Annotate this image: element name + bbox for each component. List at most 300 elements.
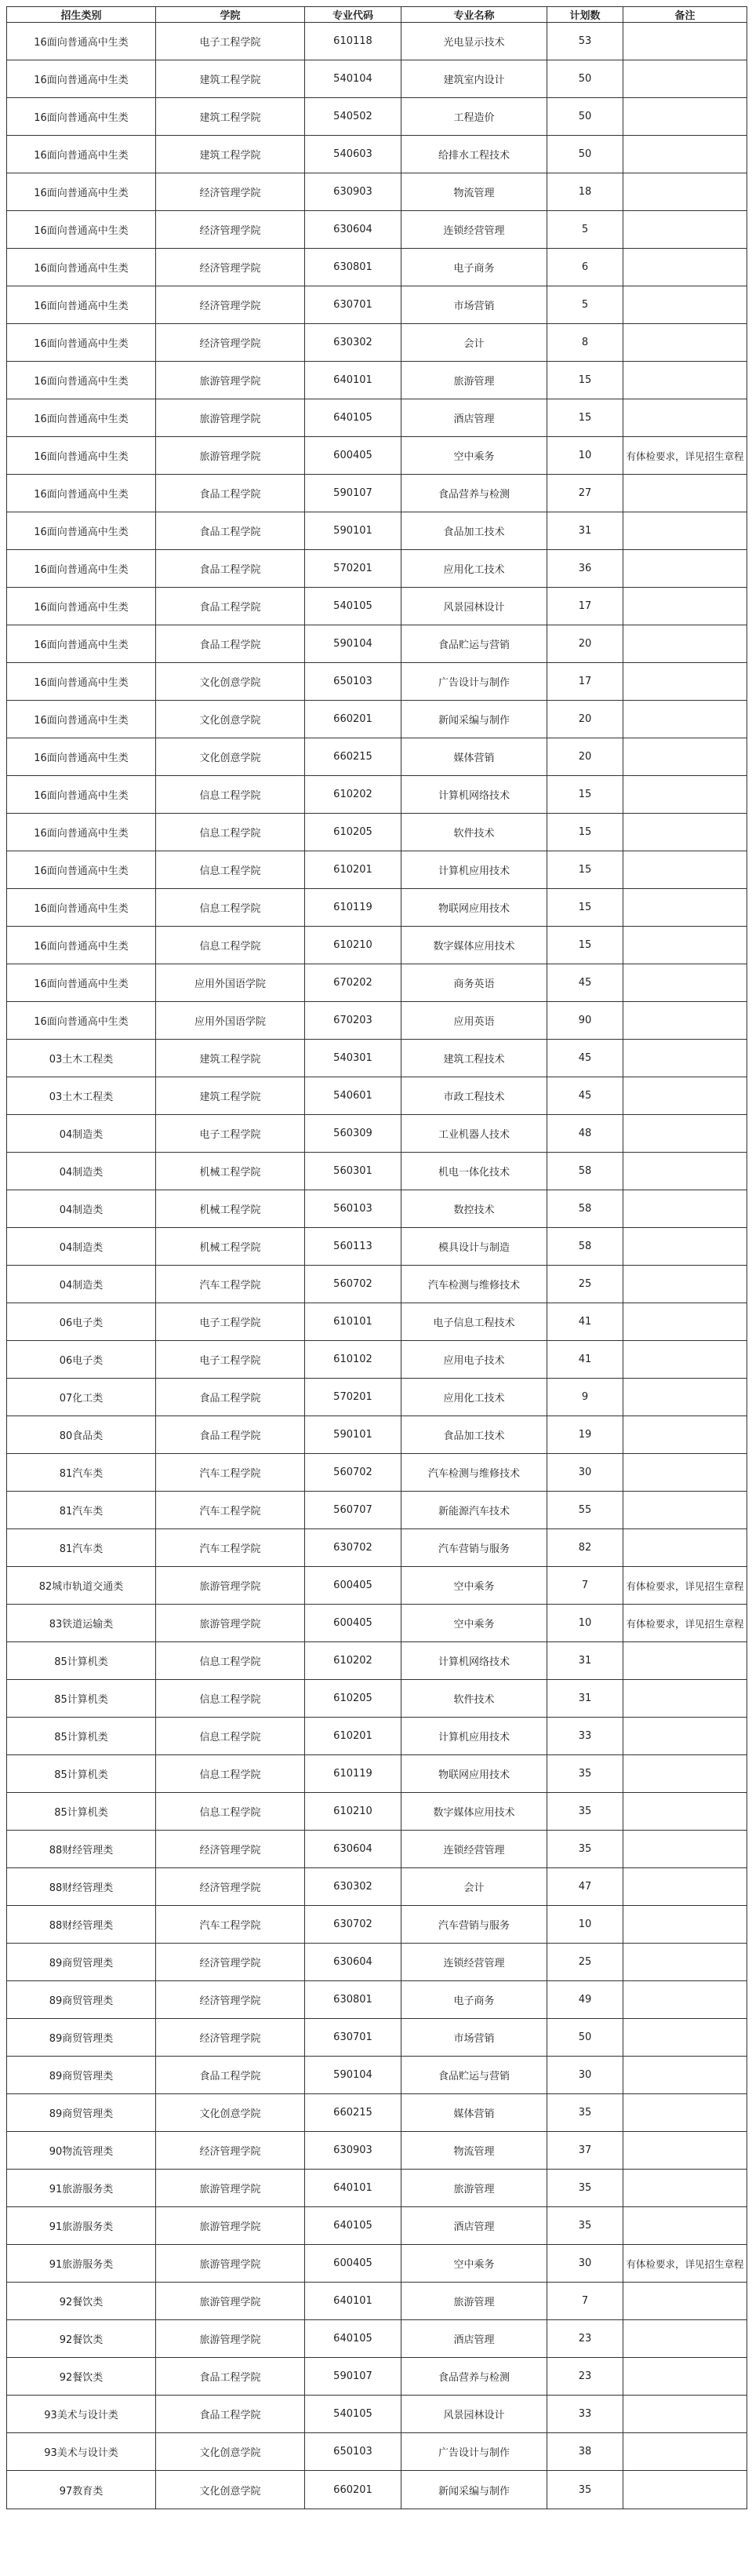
cell-category: 16面向普通高中生类 (7, 475, 156, 512)
table-row (7, 1529, 747, 1567)
cell-major-code: 610205 (305, 814, 401, 851)
cell-major-name: 媒体营销 (401, 738, 547, 776)
cell-remark (623, 2471, 747, 2509)
cell-category: 16面向普通高中生类 (7, 249, 156, 286)
table-row (7, 1077, 747, 1115)
cell-plan-count: 17 (547, 588, 623, 625)
cell-plan-count: 7 (547, 2283, 623, 2320)
table-row (7, 2396, 747, 2433)
cell-college: 旅游管理学院 (156, 2245, 305, 2283)
cell-major-name: 食品贮运与营销 (401, 2057, 547, 2094)
table-row (7, 738, 747, 776)
cell-college: 建筑工程学院 (156, 136, 305, 173)
cell-college: 信息工程学院 (156, 1718, 305, 1755)
cell-category: 16面向普通高中生类 (7, 588, 156, 625)
cell-college: 文化创意学院 (156, 663, 305, 701)
cell-major-name: 新闻采编与制作 (401, 701, 547, 738)
cell-college: 建筑工程学院 (156, 60, 305, 98)
cell-plan-count: 58 (547, 1153, 623, 1190)
cell-major-name: 软件技术 (401, 1680, 547, 1718)
cell-college: 文化创意学院 (156, 738, 305, 776)
cell-remark (623, 964, 747, 1002)
table-row (7, 1642, 747, 1680)
cell-college: 食品工程学院 (156, 550, 305, 588)
cell-major-name: 电子信息工程技术 (401, 1303, 547, 1341)
table-row (7, 550, 747, 588)
cell-plan-count: 31 (547, 1642, 623, 1680)
cell-remark (623, 701, 747, 738)
cell-plan-count: 30 (547, 2245, 623, 2283)
cell-college: 机械工程学院 (156, 1153, 305, 1190)
cell-major-code: 560702 (305, 1454, 401, 1492)
cell-category: 04制造类 (7, 1115, 156, 1153)
cell-category: 89商贸管理类 (7, 1944, 156, 1981)
table-row (7, 437, 747, 475)
cell-college: 经济管理学院 (156, 1831, 305, 1868)
cell-category: 16面向普通高中生类 (7, 927, 156, 964)
cell-remark (623, 889, 747, 927)
cell-major-name: 广告设计与制作 (401, 663, 547, 701)
cell-plan-count: 15 (547, 399, 623, 437)
cell-remark (623, 98, 747, 136)
cell-major-code: 610119 (305, 1755, 401, 1793)
table-row (7, 1040, 747, 1077)
cell-major-name: 计算机应用技术 (401, 851, 547, 889)
cell-category: 04制造类 (7, 1190, 156, 1228)
cell-category: 85计算机类 (7, 1718, 156, 1755)
cell-category: 16面向普通高中生类 (7, 851, 156, 889)
cell-major-name: 空中乘务 (401, 1567, 547, 1605)
cell-remark (623, 625, 747, 663)
cell-major-name: 连锁经营管理 (401, 1831, 547, 1868)
cell-category: 82城市轨道交通类 (7, 1567, 156, 1605)
cell-plan-count: 37 (547, 2132, 623, 2170)
cell-category: 92餐饮类 (7, 2358, 156, 2396)
cell-college: 食品工程学院 (156, 2057, 305, 2094)
cell-remark (623, 2207, 747, 2245)
cell-remark (623, 2019, 747, 2057)
cell-college: 汽车工程学院 (156, 1492, 305, 1529)
cell-remark (623, 588, 747, 625)
cell-college: 信息工程学院 (156, 1642, 305, 1680)
cell-category: 06电子类 (7, 1341, 156, 1379)
cell-major-code: 560309 (305, 1115, 401, 1153)
cell-major-code: 540105 (305, 588, 401, 625)
cell-category: 89商贸管理类 (7, 2019, 156, 2057)
cell-plan-count: 7 (547, 1567, 623, 1605)
cell-remark (623, 1492, 747, 1529)
cell-category: 03土木工程类 (7, 1077, 156, 1115)
cell-major-code: 610202 (305, 1642, 401, 1680)
cell-major-name: 机电一体化技术 (401, 1153, 547, 1190)
table-row (7, 2170, 747, 2207)
table-row (7, 1718, 747, 1755)
cell-plan-count: 90 (547, 1002, 623, 1040)
cell-college: 食品工程学院 (156, 625, 305, 663)
cell-major-name: 市政工程技术 (401, 1077, 547, 1115)
cell-major-name: 应用英语 (401, 1002, 547, 1040)
cell-major-code: 590101 (305, 1416, 401, 1454)
cell-plan-count: 18 (547, 173, 623, 211)
cell-major-code: 630701 (305, 2019, 401, 2057)
cell-college: 机械工程学院 (156, 1190, 305, 1228)
cell-plan-count: 15 (547, 362, 623, 399)
cell-major-name: 物流管理 (401, 173, 547, 211)
cell-major-code: 630702 (305, 1906, 401, 1944)
cell-college: 旅游管理学院 (156, 2207, 305, 2245)
cell-major-code: 640105 (305, 399, 401, 437)
cell-category: 85计算机类 (7, 1642, 156, 1680)
cell-major-name: 汽车检测与维修技术 (401, 1454, 547, 1492)
cell-major-code: 610202 (305, 776, 401, 814)
table-row (7, 1454, 747, 1492)
cell-major-name: 电子商务 (401, 1981, 547, 2019)
cell-major-code: 590107 (305, 2358, 401, 2396)
header-major-code: 专业代码 (305, 7, 401, 23)
cell-major-name: 建筑工程技术 (401, 1040, 547, 1077)
cell-major-code: 640101 (305, 362, 401, 399)
cell-plan-count: 20 (547, 625, 623, 663)
cell-category: 03土木工程类 (7, 1040, 156, 1077)
table-row (7, 23, 747, 60)
cell-category: 16面向普通高中生类 (7, 964, 156, 1002)
table-row (7, 324, 747, 362)
cell-plan-count: 58 (547, 1228, 623, 1266)
cell-major-code: 640105 (305, 2207, 401, 2245)
cell-category: 83铁道运输类 (7, 1605, 156, 1642)
cell-category: 06电子类 (7, 1303, 156, 1341)
cell-college: 经济管理学院 (156, 211, 305, 249)
cell-category: 04制造类 (7, 1266, 156, 1303)
cell-remark: 有体检要求，详见招生章程 (623, 2245, 747, 2283)
table-row (7, 362, 747, 399)
cell-major-code: 640105 (305, 2320, 401, 2358)
table-row (7, 2471, 747, 2509)
cell-category: 16面向普通高中生类 (7, 173, 156, 211)
table-row (7, 1944, 747, 1981)
table-row (7, 1190, 747, 1228)
cell-category: 16面向普通高中生类 (7, 98, 156, 136)
cell-major-name: 给排水工程技术 (401, 136, 547, 173)
table-row (7, 927, 747, 964)
cell-category: 16面向普通高中生类 (7, 776, 156, 814)
cell-college: 建筑工程学院 (156, 1040, 305, 1077)
cell-college: 建筑工程学院 (156, 98, 305, 136)
cell-college: 汽车工程学院 (156, 1906, 305, 1944)
cell-college: 电子工程学院 (156, 1303, 305, 1341)
table-row (7, 1303, 747, 1341)
cell-category: 88财经管理类 (7, 1906, 156, 1944)
cell-major-name: 旅游管理 (401, 2170, 547, 2207)
cell-major-name: 数控技术 (401, 1190, 547, 1228)
cell-college: 食品工程学院 (156, 1416, 305, 1454)
cell-category: 91旅游服务类 (7, 2245, 156, 2283)
cell-remark (623, 2283, 747, 2320)
cell-major-name: 建筑室内设计 (401, 60, 547, 98)
cell-plan-count: 6 (547, 249, 623, 286)
cell-major-code: 560301 (305, 1153, 401, 1190)
cell-remark (623, 512, 747, 550)
cell-college: 食品工程学院 (156, 1379, 305, 1416)
cell-remark (623, 136, 747, 173)
table-row (7, 2057, 747, 2094)
cell-remark (623, 1228, 747, 1266)
cell-remark (623, 1831, 747, 1868)
cell-plan-count: 35 (547, 1793, 623, 1831)
cell-college: 信息工程学院 (156, 776, 305, 814)
cell-major-name: 汽车营销与服务 (401, 1906, 547, 1944)
cell-category: 16面向普通高中生类 (7, 23, 156, 60)
cell-remark (623, 1115, 747, 1153)
header-plan-count: 计划数 (547, 7, 623, 23)
cell-remark (623, 1981, 747, 2019)
table-row (7, 2320, 747, 2358)
cell-remark: 有体检要求，详见招生章程 (623, 437, 747, 475)
cell-college: 食品工程学院 (156, 588, 305, 625)
cell-major-code: 630903 (305, 173, 401, 211)
cell-plan-count: 31 (547, 512, 623, 550)
cell-remark (623, 324, 747, 362)
cell-college: 信息工程学院 (156, 814, 305, 851)
cell-college: 经济管理学院 (156, 1981, 305, 2019)
cell-plan-count: 82 (547, 1529, 623, 1567)
cell-plan-count: 23 (547, 2358, 623, 2396)
cell-remark (623, 1642, 747, 1680)
cell-plan-count: 15 (547, 814, 623, 851)
cell-major-name: 食品加工技术 (401, 1416, 547, 1454)
cell-major-name: 软件技术 (401, 814, 547, 851)
cell-remark (623, 1906, 747, 1944)
cell-college: 机械工程学院 (156, 1228, 305, 1266)
cell-plan-count: 5 (547, 211, 623, 249)
cell-category: 89商贸管理类 (7, 2094, 156, 2132)
cell-college: 旅游管理学院 (156, 2283, 305, 2320)
table-row (7, 964, 747, 1002)
header-major-name: 专业名称 (401, 7, 547, 23)
table-row (7, 1153, 747, 1190)
table-row (7, 2245, 747, 2283)
cell-category: 16面向普通高中生类 (7, 60, 156, 98)
cell-major-code: 540301 (305, 1040, 401, 1077)
cell-plan-count: 45 (547, 1077, 623, 1115)
cell-remark (623, 1153, 747, 1190)
cell-plan-count: 33 (547, 1718, 623, 1755)
table-row (7, 1981, 747, 2019)
cell-remark (623, 173, 747, 211)
table-row (7, 1416, 747, 1454)
header-row (7, 7, 747, 23)
cell-category: 85计算机类 (7, 1755, 156, 1793)
cell-major-name: 物联网应用技术 (401, 889, 547, 927)
cell-major-code: 630604 (305, 1944, 401, 1981)
cell-major-code: 650103 (305, 663, 401, 701)
cell-major-name: 市场营销 (401, 2019, 547, 2057)
table-row (7, 701, 747, 738)
cell-major-name: 工程造价 (401, 98, 547, 136)
cell-college: 文化创意学院 (156, 701, 305, 738)
cell-category: 16面向普通高中生类 (7, 550, 156, 588)
cell-plan-count: 10 (547, 1906, 623, 1944)
cell-major-name: 酒店管理 (401, 2207, 547, 2245)
cell-plan-count: 35 (547, 2094, 623, 2132)
cell-category: 16面向普通高中生类 (7, 889, 156, 927)
cell-category: 16面向普通高中生类 (7, 362, 156, 399)
cell-remark (623, 1718, 747, 1755)
cell-remark (623, 663, 747, 701)
cell-remark (623, 851, 747, 889)
cell-college: 信息工程学院 (156, 889, 305, 927)
table-row (7, 136, 747, 173)
cell-major-code: 610210 (305, 1793, 401, 1831)
table-row (7, 512, 747, 550)
table-row (7, 1115, 747, 1153)
cell-category: 91旅游服务类 (7, 2207, 156, 2245)
table-row (7, 1379, 747, 1416)
cell-plan-count: 35 (547, 1755, 623, 1793)
table-row (7, 1492, 747, 1529)
table-row (7, 2358, 747, 2396)
cell-major-name: 食品营养与检测 (401, 2358, 547, 2396)
cell-major-code: 670202 (305, 964, 401, 1002)
cell-major-name: 食品贮运与营销 (401, 625, 547, 663)
cell-plan-count: 41 (547, 1341, 623, 1379)
cell-remark (623, 927, 747, 964)
cell-remark (623, 1680, 747, 1718)
table-body (7, 23, 747, 2509)
cell-major-code: 590101 (305, 512, 401, 550)
table-row (7, 1228, 747, 1266)
cell-remark (623, 362, 747, 399)
cell-category: 85计算机类 (7, 1680, 156, 1718)
cell-category: 81汽车类 (7, 1529, 156, 1567)
cell-major-code: 540601 (305, 1077, 401, 1115)
cell-major-code: 600405 (305, 2245, 401, 2283)
cell-major-name: 应用化工技术 (401, 1379, 547, 1416)
cell-college: 经济管理学院 (156, 2132, 305, 2170)
cell-plan-count: 8 (547, 324, 623, 362)
cell-major-name: 数字媒体应用技术 (401, 927, 547, 964)
cell-remark (623, 1266, 747, 1303)
cell-plan-count: 23 (547, 2320, 623, 2358)
cell-plan-count: 5 (547, 286, 623, 324)
cell-plan-count: 31 (547, 1680, 623, 1718)
cell-major-code: 630604 (305, 1831, 401, 1868)
table-row (7, 2132, 747, 2170)
cell-college: 旅游管理学院 (156, 1605, 305, 1642)
cell-major-name: 物联网应用技术 (401, 1755, 547, 1793)
table-row (7, 588, 747, 625)
cell-category: 88财经管理类 (7, 1868, 156, 1906)
table-row (7, 1567, 747, 1605)
cell-plan-count: 30 (547, 1454, 623, 1492)
cell-major-code: 660215 (305, 2094, 401, 2132)
cell-major-name: 空中乘务 (401, 2245, 547, 2283)
cell-plan-count: 20 (547, 738, 623, 776)
cell-category: 07化工类 (7, 1379, 156, 1416)
cell-category: 81汽车类 (7, 1454, 156, 1492)
header-college: 学院 (156, 7, 305, 23)
cell-plan-count: 35 (547, 2207, 623, 2245)
cell-plan-count: 38 (547, 2433, 623, 2471)
cell-major-name: 空中乘务 (401, 1605, 547, 1642)
cell-major-code: 610201 (305, 1718, 401, 1755)
cell-plan-count: 9 (547, 1379, 623, 1416)
cell-major-code: 610210 (305, 927, 401, 964)
table-row (7, 663, 747, 701)
cell-category: 16面向普通高中生类 (7, 512, 156, 550)
table-row (7, 2433, 747, 2471)
cell-plan-count: 41 (547, 1303, 623, 1341)
cell-major-code: 630604 (305, 211, 401, 249)
cell-major-code: 570201 (305, 1379, 401, 1416)
cell-major-name: 物流管理 (401, 2132, 547, 2170)
cell-college: 旅游管理学院 (156, 2320, 305, 2358)
cell-major-name: 广告设计与制作 (401, 2433, 547, 2471)
cell-major-code: 610101 (305, 1303, 401, 1341)
cell-college: 电子工程学院 (156, 23, 305, 60)
cell-category: 16面向普通高中生类 (7, 136, 156, 173)
cell-college: 信息工程学院 (156, 851, 305, 889)
cell-plan-count: 10 (547, 1605, 623, 1642)
cell-major-code: 540105 (305, 2396, 401, 2433)
cell-major-code: 600405 (305, 1567, 401, 1605)
cell-remark (623, 1529, 747, 1567)
cell-category: 97教育类 (7, 2471, 156, 2509)
cell-remark (623, 249, 747, 286)
cell-remark (623, 2396, 747, 2433)
cell-category: 89商贸管理类 (7, 1981, 156, 2019)
cell-major-name: 食品营养与检测 (401, 475, 547, 512)
cell-remark (623, 550, 747, 588)
cell-major-code: 540603 (305, 136, 401, 173)
table-row (7, 249, 747, 286)
cell-major-name: 市场营销 (401, 286, 547, 324)
cell-remark (623, 1303, 747, 1341)
cell-category: 93美术与设计类 (7, 2396, 156, 2433)
cell-college: 汽车工程学院 (156, 1529, 305, 1567)
cell-college: 应用外国语学院 (156, 964, 305, 1002)
cell-remark (623, 2094, 747, 2132)
cell-major-code: 610118 (305, 23, 401, 60)
cell-plan-count: 15 (547, 776, 623, 814)
cell-plan-count: 25 (547, 1266, 623, 1303)
cell-remark (623, 2320, 747, 2358)
cell-major-name: 计算机网络技术 (401, 1642, 547, 1680)
table-row (7, 286, 747, 324)
header-remark: 备注 (623, 7, 747, 23)
cell-remark (623, 2170, 747, 2207)
cell-major-name: 风景园林设计 (401, 588, 547, 625)
cell-remark (623, 2358, 747, 2396)
cell-plan-count: 15 (547, 927, 623, 964)
table-row (7, 98, 747, 136)
cell-remark (623, 1040, 747, 1077)
cell-plan-count: 48 (547, 1115, 623, 1153)
cell-college: 食品工程学院 (156, 2358, 305, 2396)
cell-remark (623, 2433, 747, 2471)
cell-plan-count: 50 (547, 98, 623, 136)
cell-college: 旅游管理学院 (156, 2170, 305, 2207)
cell-major-code: 560113 (305, 1228, 401, 1266)
cell-plan-count: 45 (547, 964, 623, 1002)
table-row (7, 1605, 747, 1642)
table-row (7, 173, 747, 211)
cell-major-name: 酒店管理 (401, 399, 547, 437)
cell-category: 04制造类 (7, 1228, 156, 1266)
table-row (7, 625, 747, 663)
cell-remark (623, 1793, 747, 1831)
cell-major-code: 660215 (305, 738, 401, 776)
